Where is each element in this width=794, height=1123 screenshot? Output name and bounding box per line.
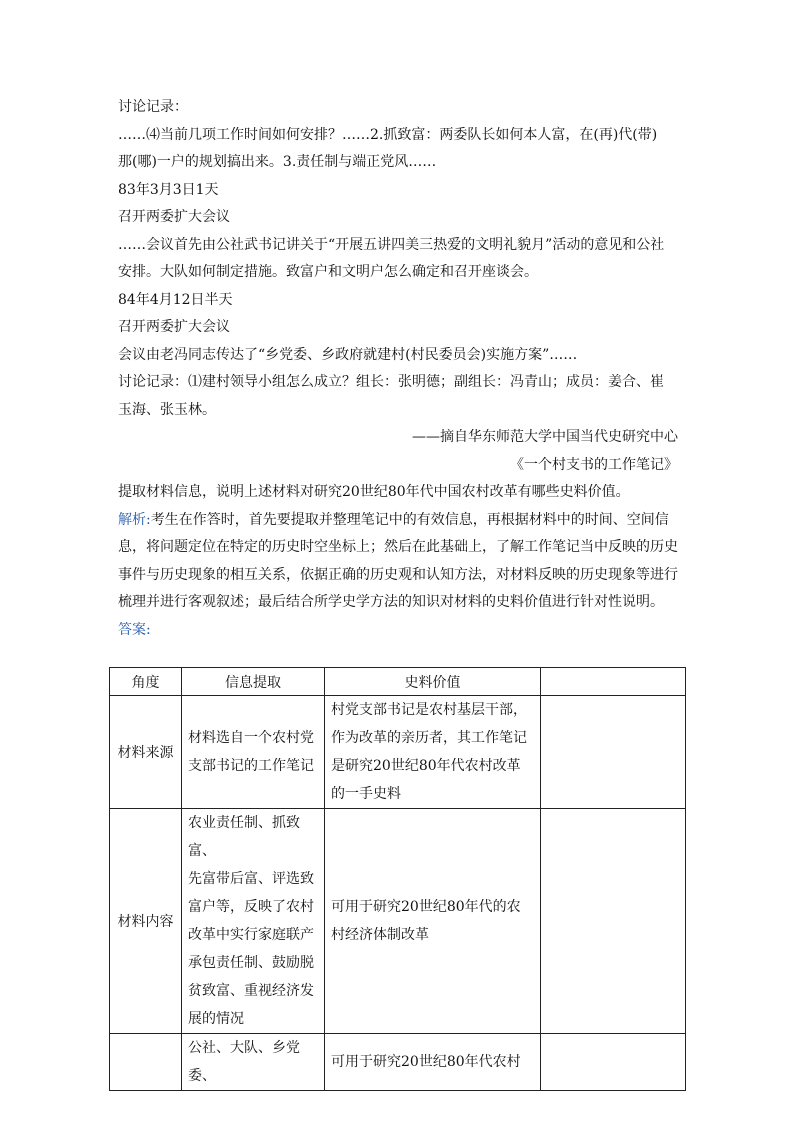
cell-value [325,696,541,809]
cell-line: 作为改革的亲历者，其工作笔记 [331,730,527,746]
source-title: 《一个村支书的工作笔记》 [510,456,678,473]
text-line: 安排。大队如何制定措施。致富户和文明户怎么确定和召开座谈会。 [118,264,538,280]
table-row [110,809,686,1034]
cell-value [325,809,541,1034]
analysis-label: 解析: [118,511,151,528]
table-row [110,696,686,809]
analysis-line: 梳理并进行客观叙述；最后结合所学史学方法的知识对材料的史料价值进行针对性说明。 [118,594,664,610]
cell-line: 承包责任制、鼓励脱 [188,955,314,971]
cell-line: 可用于研究20世纪80年代农村 [331,1054,521,1070]
cell-empty [541,696,686,809]
cell-empty [541,1034,686,1091]
cell-line: 的一手史料 [331,786,401,802]
cell-line: 公社、大队、乡党委、 [188,1040,300,1084]
cell-line: 农业责任制、抓致富、 [188,815,300,859]
question-text: 提取材料信息，说明上述材料对研究20世纪80年代中国农村改革有哪些史料价值。 [118,484,630,500]
cell-angle: 材料内容 [110,809,182,1034]
cell-empty [541,809,686,1034]
text-line: 83年3月3日1天 [118,181,219,198]
source-citation: ——摘自华东师范大学中国当代史研究中心 [412,429,678,445]
text-line: ……会议首先由公社武书记讲关于“开展五讲四美三热爱的文明礼貌月”活动的意见和公社 [118,236,665,253]
cell-line: 村经济体制改革 [331,927,429,943]
cell-line: 是研究20世纪80年代农村改革 [331,758,521,774]
text-line: 召开两委扩大会议 [118,209,230,225]
header-value: 史料价值 [325,668,541,696]
analysis-paragraph [118,507,678,535]
cell-line: 材料选自一个农村党 [188,730,314,746]
text-line: 玉海、张玉林。 [118,401,216,418]
answer-label: 答案: [118,621,151,638]
cell-angle: 材料来源 [110,696,182,809]
cell-info [182,696,325,809]
table-row [110,1034,686,1091]
cell-angle [110,1034,182,1091]
cell-info [182,1034,325,1091]
cell-info [182,809,325,1034]
answer-table [109,667,686,1091]
text-line: 84年4月12日半天 [118,291,233,308]
header-info: 信息提取 [182,668,325,696]
table-header-row [110,668,686,696]
text-line: 那(哪)一户的规划搞出来。3.责任制与端正党风…… [118,154,437,170]
text-line: 召开两委扩大会议 [118,319,230,335]
text-line: ……⑷当前几项工作时间如何安排？……2.抓致富：两委队长如何本人富，在(再)代(带) [118,126,658,143]
text-line: 讨论记录： [118,99,188,115]
cell-line: 可用于研究20世纪80年代的农 [331,899,521,915]
document-body [118,94,678,644]
analysis-line: 考生在作答时，首先要提取并整理笔记中的有效信息，再根据材料中的时间、空间信 [150,511,669,528]
header-angle: 角度 [110,668,182,696]
analysis-line: 事件与历史现象的相互关系，依据正确的历史观和认知方法，对材料反映的历史现象等进行 [118,566,678,583]
cell-value [325,1034,541,1091]
cell-line: 改革中实行家庭联产 [188,927,314,943]
cell-line: 富户等，反映了农村 [188,899,314,915]
cell-line: 贫致富、重视经济发 [188,983,314,999]
cell-line: 先富带后富、评选致 [188,871,314,887]
analysis-line: 息，将问题定位在特定的历史时空坐标上；然后在此基础上，了解工作笔记当中反映的历史 [118,539,678,555]
text-line: 会议由老冯同志传达了“乡党委、乡政府就建村(村民委员会)实施方案”…… [118,346,578,363]
text-line: 讨论记录：⑴建村领导小组怎么成立？组长：张明德；副组长：冯青山；成员：姜合、崔 [118,374,664,390]
cell-line: 支部书记的工作笔记 [188,758,314,774]
cell-line: 展的情况 [188,1011,244,1027]
cell-line: 村党支部书记是农村基层干部， [331,702,527,718]
header-empty [541,668,686,696]
